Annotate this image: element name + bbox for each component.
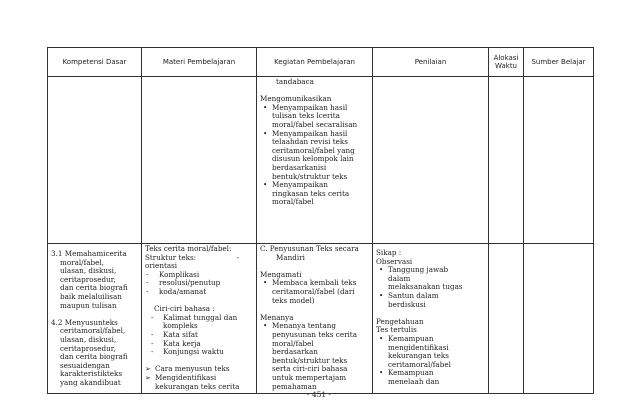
mengamati-label: Mengamati [260, 269, 302, 279]
list-item: • Menyampaikan hasil telaahdan revisi teks ceritamoral/fabel yang disusun kelompok lain berdasarkanisi bentuk/struktur teks [260, 130, 369, 182]
list-item: • Santun dalam berdiskusi [376, 292, 485, 309]
menanya-label: Menanya [260, 312, 294, 322]
list-item: - Kata kerja [145, 340, 253, 349]
ciri-bahasa-label: Ciri-ciri bahasa : [154, 304, 215, 314]
orientasi-text: orientasi [145, 261, 178, 271]
kegiatan-section-title: C. Penyusunan Teks secara [260, 244, 359, 253]
header-kegiatan-pembelajaran: Kegiatan Pembelajaran [257, 48, 373, 77]
header-alokasi-line1: Alokasi [493, 53, 519, 62]
list-item: - koda/amanat [145, 288, 253, 297]
cell-kompetensi [48, 77, 142, 244]
list-item: ➢ Cara menyusun teks [145, 365, 253, 374]
tes-tertulis-label: Tes tertulis [376, 325, 417, 335]
list-item: - Konjungsi waktu [145, 348, 253, 357]
list-item: • Menyampaikan hasil tulisan teks lcerita moral/fabel secaralisan [260, 104, 369, 130]
kd-4-2: 4.2 Menyusunteks [51, 317, 118, 327]
list-item: • Menyampaikan ringkasan teks cerita moral/fabel [260, 181, 369, 207]
header-penilaian: Penilaian [373, 48, 489, 77]
pengetahuan-label: Pengetahuan [376, 316, 424, 326]
kd-3-1: 3.1 Memahamicerita [51, 249, 127, 258]
page-number: - 451 - [306, 390, 332, 399]
struktur-teks-line: Struktur teks: - [145, 252, 239, 262]
silabus-table [47, 47, 594, 394]
list-item: • Menanya tentang penyusunan teks cerita moral/fabel berdasarkan bentuk/struktur teks serta ciri-ciri bahasa untuk mempertajam pemahaman [260, 322, 369, 391]
list-item: • Kemampuan mengidentifikasi kekurangan teks ceritamoral/fabel [376, 335, 485, 369]
cell-kegiatan: C. Penyusunan Teks secara Mandiri Mengamati • Membaca kembali teks ceritamoral/fabel (dari teks model) Menanya • Menanya tentang penyusunan teks cerita moral/fabel berdasarkan bentuk/struktur teks serta ciri-ciri bahasa untuk mempertajam pemahaman [257, 244, 373, 394]
header-alokasi-waktu [489, 48, 524, 77]
list-item: • Membaca kembali teks ceritamoral/fabel (dari teks model) [260, 279, 369, 305]
header-alokasi-line2: Waktu [495, 62, 517, 70]
mengomunikasikan-label: Mengomunikasikan [260, 94, 332, 104]
list-item: - Kalimat tunggal dan [145, 314, 253, 323]
cell-materi: Teks cerita moral/fabel: Struktur teks: - orientasi - Komplikasi - resolusi/penutup - koda/amanat Ciri-ciri bahasa : - Kalimat tunggal dan kompleks - Kata sifat - Kata kerja - Konjungsi waktu ➢ Cara menyusun teks ➢ Mengidentifikasi kekurangan teks cerita [142, 244, 257, 394]
list-item: ➢ Mengidentifikasi kekurangan teks cerita [145, 374, 253, 391]
header-sumber-belajar: Sumber Belajar [524, 48, 594, 77]
list-item: • Tanggung jawab dalam melaksanakan tugas [376, 266, 485, 292]
cell-kompetensi: 3.1 Memahamicerita moral/fabel, ulasan, diskusi, ceritaprosedur, dan cerita biografi baik melaluilisan maupun tulisan 4.2 Menyusunteks ceritamoral/fabel, ulasan, diskusi, ceritaprosedur, dan cerita biografi sesuaidengan karakteristikteks yang akandibuat [48, 244, 142, 394]
table-row [48, 77, 594, 244]
cell-sumber [524, 244, 594, 394]
header-kompetensi-dasar: Kompetensi Dasar [48, 48, 142, 77]
list-item: - Komplikasi [145, 271, 253, 280]
cell-alokasi [489, 244, 524, 394]
header-materi-pembelajaran: Materi Pembelajaran [142, 48, 257, 77]
cell-sumber [524, 77, 594, 244]
sikap-label: Sikap : [376, 248, 402, 257]
table-row [48, 244, 594, 394]
cell-penilaian [373, 244, 489, 394]
cell-alokasi [489, 77, 524, 244]
list-item: - resolusi/penutup [145, 279, 253, 288]
kegiatan-continued-text: tandabaca [276, 77, 314, 86]
cell-materi [142, 77, 257, 244]
cell-kegiatan [257, 77, 373, 244]
list-item: • Kemampuan menelaah dan [376, 369, 485, 386]
materi-title: Teks cerita moral/fabel: [145, 244, 232, 253]
header-row [48, 48, 594, 77]
list-item: - Kata sifat [145, 331, 253, 340]
observasi-label: Observasi [376, 256, 413, 266]
cell-penilaian [373, 77, 489, 244]
